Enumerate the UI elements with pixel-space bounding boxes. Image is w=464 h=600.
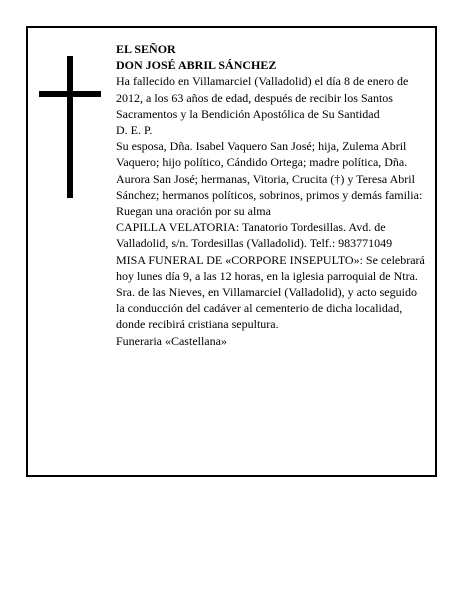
cross-horizontal-bar: [39, 91, 101, 97]
prayer-request: Ruegan una oración por su alma: [116, 204, 271, 219]
chapel-info: CAPILLA VELATORIA: Tanatorio Tordesillas. Avd. de Valladolid, s/n. Tordesillas (Valladolid). Telf.: 983771049: [116, 220, 393, 251]
obituary-text: [116, 41, 428, 349]
death-announcement: Ha fallecido en Villamarciel (Valladolid) el día 8 de enero de 2012, a los 63 años de edad, después de recibir los Santos Sacramentos y la Bendición Apostólica de Su Santidad: [116, 74, 409, 121]
heading-title: EL SEÑOR: [116, 42, 176, 56]
family-list: Su esposa, Dña. Isabel Vaquero San José; hija, Zulema Abril Vaquero; hijo político, Cándido Ortega; madre política, Dña. Aurora San José; hermanas, Vitoria, Crucita (†) y Teresa Abril Sánchez; hermanos políticos, sobrinos, primos y demás familia:: [116, 139, 423, 202]
funeral-home: Funeraria «Castellana»: [116, 333, 227, 348]
obituary-notice: [26, 26, 437, 477]
rip-line: D. E. P.: [116, 123, 153, 138]
funeral-mass-info: MISA FUNERAL DE «CORPORE INSEPULTO»: Se celebrará hoy lunes día 9, a las 12 horas, en la iglesia parroquial de Ntra. Sra. de las Nieves, en Villamarciel (Valladolid), y acto seguido la conducción del cadáver al cementerio de dicha localidad, donde recibirá cristiana sepultura.: [116, 252, 425, 332]
cross-vertical-bar: [67, 56, 73, 198]
cross-icon: [39, 56, 101, 198]
deceased-name: DON JOSÉ ABRIL SÁNCHEZ: [116, 58, 277, 73]
